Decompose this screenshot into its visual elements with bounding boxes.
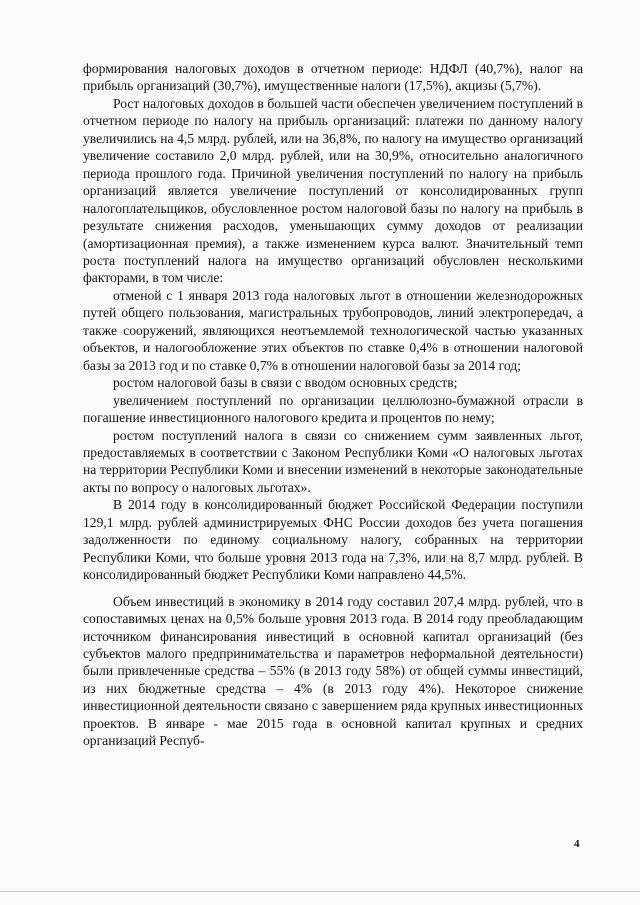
- paragraph-list-item-tax-base-growth: ростом налоговой базы в связи с вводом основных средств;: [113, 375, 458, 391]
- paragraph-continuation: формирования налоговых доходов в отчетном периоде: НДФЛ (40,7%), налог на прибыль организаций (30,7%), имущественные налоги (17,5%), акцизы (5,7%).: [83, 61, 583, 94]
- scan-edge-line: [0, 891, 640, 892]
- paragraph-investments: Объем инвестиций в экономику в 2014 году составил 207,4 млрд. рублей, что в сопоставимых ценах на 0,5% больше уровня 2013 года. В 2014 году преобладающим источником финансирования инвестиций в основной капитал организаций (без субъектов малого предпринимательства и параметров неформальной деятельности) были привлеченные средства – 55% (в 2013 году 58%) от общей суммы инвестиций, из них бюджетные средства – 4% (в 2013 году 4%). Некоторое снижение инвестиционной деятельности связано с завершением ряда крупных инвестиционных проектов. В январе - мае 2015 года в основной капитал крупных и средних организаций Респуб-: [83, 593, 583, 749]
- body-text: [83, 60, 583, 750]
- paragraph-list-item-benefits-cancelled: отменой с 1 января 2013 года налоговых льгот в отношении железнодорожных путей общего пользования, магистральных трубопроводов, линий электропередач, а также сооружений, являющихся неотъемлемой технологической частью указанных объектов, и налогообложение этих объектов по ставке 0,4% в отношении налоговой базы за 2013 год и по ставке 0,7% в отношении налоговой базы за 2014 год;: [83, 287, 583, 373]
- paragraph-fns-revenues: В 2014 году в консолидированный бюджет Российской Федерации поступили 129,1 млрд. рублей администрируемых ФНС России доходов без учета погашения задолженности по единому социальному налогу, собранных на территории Республики Коми, что больше уровня 2013 года на 7,3%, или на 8,7 млрд. рублей. В консолидированный бюджет Республики Коми направлено 44,5%.: [83, 497, 583, 583]
- paragraph-list-item-pulp-paper: увеличением поступлений по организации целлюлозно-бумажной отрасли в погашение инвестиционного налогового кредита и процентов по нему;: [83, 392, 583, 426]
- paragraph-tax-revenue-growth: Рост налоговых доходов в большей части обеспечен увеличением поступлений в отчетном периоде по налогу на прибыль организаций: платежи по данному налогу увеличились на 4,5 млрд. рублей, или на 36,8%, по налогу на имущество организаций увеличение составило 2,0 млрд. рублей, или на 30,9%, относительно аналогичного периода прошлого года. Причиной увеличения поступлений по налогу на прибыль организаций является увеличение поступлений от консолидированных групп налогоплательщиков, обусловленное ростом налоговой базы по налогу на прибыль в результате снижения расходов, уменьшающих сумму доходов от реализации (амортизационная премия), а также изменением курса валют. Значительный темп роста поступлений налога на имущество организаций обусловлен несколькими факторами, в том числе:: [83, 95, 583, 286]
- paragraph-list-item-benefits-reduced: ростом поступлений налога в связи со снижением сумм заявленных льгот, предоставляемых в соответствии с Законом Республики Коми «О налоговых льготах на территории Республики Коми и внесении изменений в некоторые законодательные акты по вопросу о налоговых льготах».: [83, 427, 583, 495]
- page-number: 4: [574, 838, 580, 850]
